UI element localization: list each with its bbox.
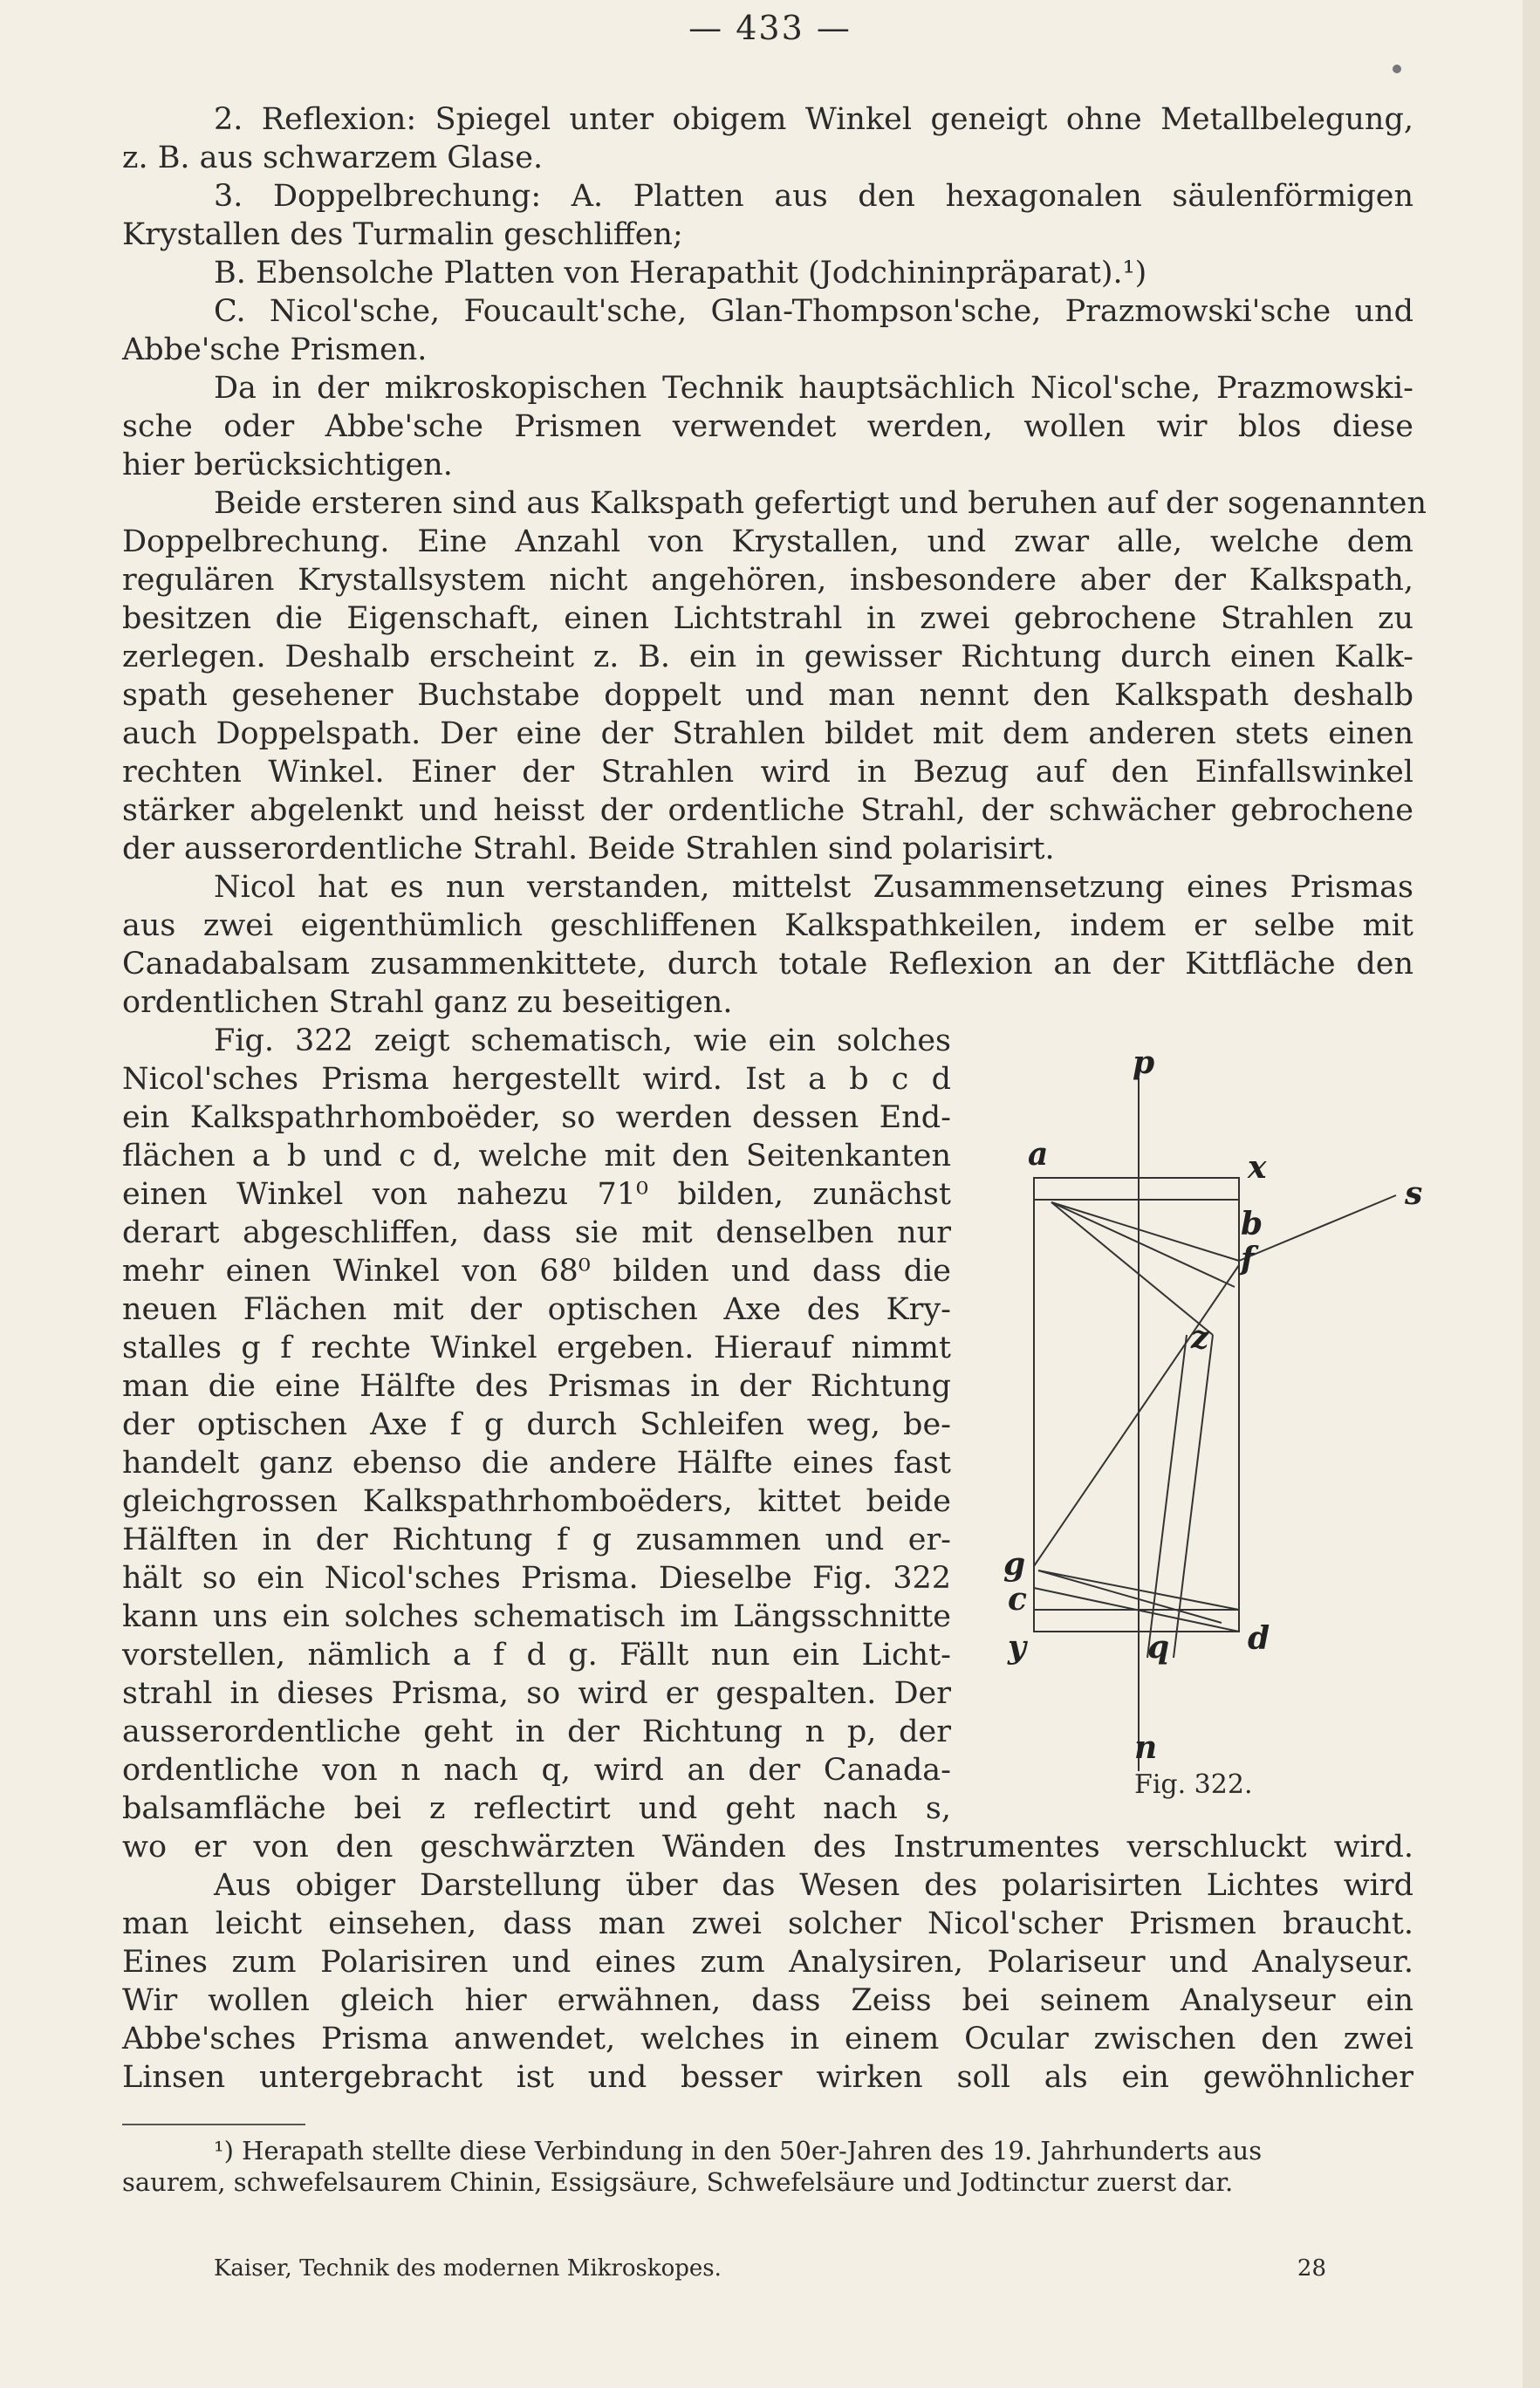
text-line: handelt ganz ebenso die andere Hälfte eines fast [122,1446,951,1481]
text-line: auch Doppelspath. Der eine der Strahlen bildet mit dem anderen stets einen [122,716,1413,751]
text-line: besitzen die Eigenschaft, einen Lichtstrahl in zwei gebrochene Strahlen zu [122,601,1413,636]
ray-line [1051,1202,1239,1261]
text-line: derart abgeschliffen, dass sie mit denselben nur [122,1215,951,1250]
text-line: Canadabalsam zusammenkittete, durch totale Reflexion an der Kittfläche den [122,947,1413,982]
footnote-rule [122,2124,305,2125]
text-line: hält so ein Nicol'sches Prisma. Dieselbe Fig. 322 [122,1561,951,1596]
ray-line [1051,1202,1213,1335]
text-line: Wir wollen gleich hier erwähnen, dass Zeiss bei seinem Analyseur ein [122,1983,1413,2018]
text-line: rechten Winkel. Einer der Strahlen wird in Bezug auf den Einfallswinkel [122,755,1413,790]
text-line: man die eine Hälfte des Prismas in der Richtung [122,1369,951,1404]
text-line: Beide ersteren sind aus Kalkspath gefertigt und beruhen auf der sogenannten [214,486,1427,521]
label-z: z [1191,1319,1209,1356]
prism-outline [1034,1178,1239,1632]
text-line: man leicht einsehen, dass man zwei solcher Nicol'scher Prismen braucht. [122,1906,1413,1941]
diagonal-gf-line [1034,1265,1239,1566]
nicol-prism-diagram [986,1047,1440,1806]
text-line: Nicol'sches Prisma hergestellt wird. Ist a b c d [122,1062,951,1097]
footer-signature: 28 [1297,2255,1326,2282]
text-line: C. Nicol'sche, Foucault'sche, Glan-Thompson'sche, Prazmowski'sche und [214,294,1413,329]
text-line: B. Ebensolche Platten von Herapathit (Jodchininpräparat).¹) [214,256,1147,291]
label-n: n [1134,1729,1158,1766]
text-line: ein Kalkspathrhomboëder, so werden dessen End- [122,1100,951,1135]
footnote-line: ¹) Herapath stellte diese Verbindung in den 50er-Jahren des 19. Jahrhunderts aus [214,2136,1263,2166]
footer-book-title: Kaiser, Technik des modernen Mikroskopes. [214,2255,722,2282]
text-line: Da in der mikroskopischen Technik hauptsächlich Nicol'sche, Prazmowski- [214,371,1413,406]
scan-edge [1523,0,1540,2388]
text-line: der ausserordentliche Strahl. Beide Strahlen sind polarisirt. [122,831,1055,866]
text-line: Aus obiger Darstellung über das Wesen des polarisirten Lichtes wird [214,1868,1413,1903]
label-b: b [1241,1206,1263,1242]
text-line: aus zwei eigenthümlich geschliffenen Kalkspathkeilen, indem er selbe mit [122,908,1413,943]
text-line: ordentliche von n nach q, wird an der Canada- [122,1753,951,1788]
label-f: f [1241,1241,1255,1277]
figure-caption: Fig. 322. [1134,1769,1253,1800]
text-line: Eines zum Polarisiren und eines zum Analysiren, Polariseur und Analyseur. [122,1945,1413,1980]
text-line: stärker abgelenkt und heisst der ordentliche Strahl, der schwächer gebrochene [122,793,1413,828]
text-line: ausserordentliche geht in der Richtung n p, der [122,1714,951,1749]
text-line: vorstellen, nämlich a f d g. Fällt nun ein Licht- [122,1638,951,1673]
label-g: g [1003,1546,1026,1583]
text-line: wo er von den geschwärzten Wänden des Instrumentes verschluckt wird. [122,1830,1413,1865]
text-line: flächen a b und c d, welche mit den Seitenkanten [122,1139,951,1173]
nicol-prism-figure [986,1047,1440,1806]
text-line: stalles g f rechte Winkel ergeben. Hierauf nimmt [122,1331,951,1365]
footnote-line: saurem, schwefelsaurem Chinin, Essigsäure, Schwefelsäure und Jodtinctur zuerst dar. [122,2167,1234,2197]
text-line: ordentlichen Strahl ganz zu beseitigen. [122,985,733,1020]
ink-dot [1393,65,1401,73]
text-line: 2. Reflexion: Spiegel unter obigem Winkel geneigt ohne Metallbelegung, [214,102,1413,137]
text-line: einen Winkel von nahezu 71⁰ bilden, zunächst [122,1177,951,1212]
label-s: s [1405,1175,1423,1212]
text-line: neuen Flächen mit der optischen Axe des Kry- [122,1292,951,1327]
label-q: q [1147,1629,1170,1666]
ray-line [1038,1570,1222,1623]
text-line: mehr einen Winkel von 68⁰ bilden und dass die [122,1254,951,1289]
text-line: Krystallen des Turmalin geschliffen; [122,217,683,252]
text-line: Abbe'sche Prismen. [122,332,428,367]
text-line: zerlegen. Deshalb erscheint z. B. ein in gewisser Richtung durch einen Kalk- [122,640,1413,674]
text-line: Fig. 322 zeigt schematisch, wie ein solches [214,1023,951,1058]
text-line: gleichgrossen Kalkspathrhomboëders, kittet beide [122,1484,951,1519]
label-p: p [1133,1047,1155,1081]
text-line: regulären Krystallsystem nicht angehören, insbesondere aber der Kalkspath, [122,563,1413,598]
label-y: y [1008,1629,1026,1666]
text-line: kann uns ein solches schematisch im Längsschnitte [122,1599,951,1634]
page-number: — 433 — [688,9,852,47]
text-line: z. B. aus schwarzem Glase. [122,140,544,175]
text-line: balsamfläche bei z reflectirt und geht nach s, [122,1791,951,1826]
text-line: Abbe'sches Prisma anwendet, welches in einem Ocular zwischen den zwei [122,2022,1413,2056]
text-line: Hälften in der Richtung f g zusammen und er- [122,1522,951,1557]
ray-line [1051,1202,1235,1287]
text-line: der optischen Axe f g durch Schleifen weg, be- [122,1407,951,1442]
label-a: a [1028,1136,1049,1173]
text-line: hier berücksichtigen. [122,448,453,482]
text-line: sche oder Abbe'sche Prismen verwendet werden, wollen wir blos diese [122,409,1413,444]
text-line: 3. Doppelbrechung: A. Platten aus den hexagonalen säulenförmigen [214,179,1413,214]
text-line: spath gesehener Buchstabe doppelt und man nennt den Kalkspath deshalb [122,678,1413,713]
text-line: strahl in dieses Prisma, so wird er gespalten. Der [122,1676,951,1711]
page-footer [214,2255,1326,2282]
label-d: d [1248,1620,1270,1657]
label-c: c [1008,1581,1027,1618]
label-x: x [1248,1149,1267,1186]
text-line: Linsen untergebracht ist und besser wirken soll als ein gewöhnlicher [122,2060,1413,2095]
text-line: Doppelbrechung. Eine Anzahl von Krystallen, und zwar alle, welche dem [122,524,1413,559]
text-line: Nicol hat es nun verstanden, mittelst Zusammensetzung eines Prismas [214,870,1413,905]
